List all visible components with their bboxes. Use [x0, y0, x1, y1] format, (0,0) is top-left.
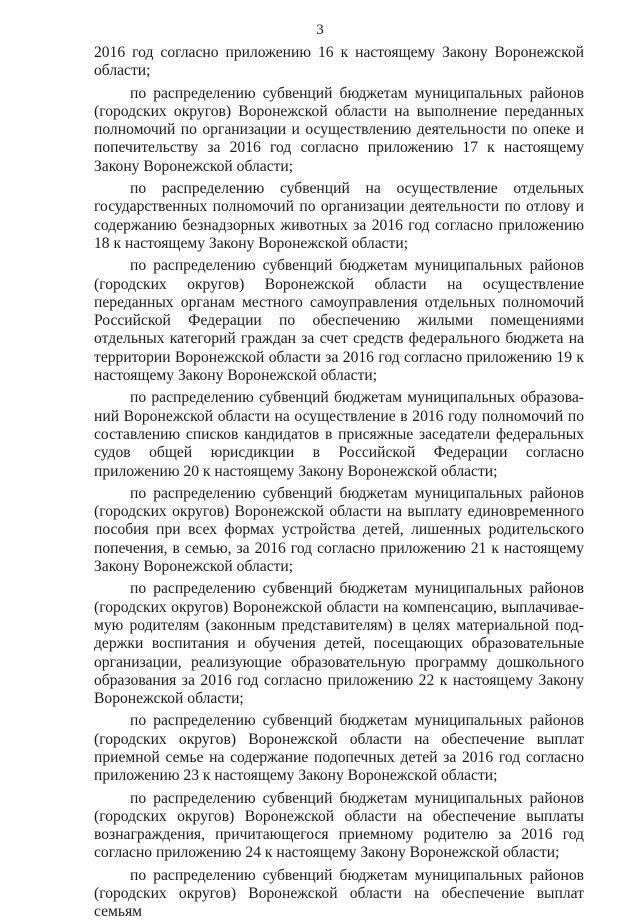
paragraph: по распределению субвенций бюджетам муниципальных районов (городских округов) Воронежской области на выполнение переданных полномочий по организации и осуществлению деятельности по опеке и попечительству за 2016 год согласно приложению 17 к настоящему Закону Воронежской области;	[94, 84, 584, 175]
paragraph: по распределению субвенций бюджетам муниципальных районов (городских округов) Воронежской области на осуществление переданных органам местного самоуправления отдельных полномочий Российской Федерации по обеспечению жилыми помещениями отдельных категорий граждан за счет средств федерального бюджета на территории Воронежской области за 2016 год согласно приложению 19 к настоящему Закону Воронежской области;	[94, 257, 584, 385]
paragraph: по распределению субвенций бюджетам муниципальных районов (городских округов) Воронежской области на выплату единовременного пособия при всех формах устройства детей, лишенных родительского попечения, в семью, за 2016 год согласно приложению 21 к настоящему Закону Воронежской области;	[94, 484, 584, 576]
paragraph: по распределению субвенций бюджетам муниципальных районов (городских округов) Воронежской области на обеспечение выплаты вознаграждения, причитающегося приемному родителю за 2016 год согласно приложению 24 к настоящему Закону Воронежской области;	[94, 789, 584, 862]
paragraph: по распределению субвенций бюджетам муниципальных районов (городских округов) Воронежской области на обеспечение выплат семьям	[94, 866, 584, 921]
paragraph: по распределению субвенций бюджетам муниципальных образований Воронежской области на осуществление в 2016 году полномочий по составлению списков кандидатов в присяжные заседатели федеральных судов общей юрисдикции в Российской Федерации согласно приложению 20 к настоящему Закону Воронежской области;	[94, 389, 584, 480]
page-number: 3	[316, 22, 324, 38]
document-body	[94, 44, 584, 922]
paragraph: 2016 год согласно приложению 16 к настоящему Закону Воронежской области;	[94, 44, 584, 80]
paragraph: по распределению субвенций бюджетам муниципальных районов (городских округов) Воронежской области на компенсацию, выплачиваемую родителям (законным представителям) в целях материальной поддержки воспитания и обучения детей, посещающих образовательные организации, реализующие образовательную программу дошкольного образования за 2016 год согласно приложению 22 к настоящему Закону Воронежской области;	[94, 580, 584, 708]
paragraph: по распределению субвенций на осуществление отдельных государственных полномочий по организации деятельности по отлову и содержанию безнадзорных животных за 2016 год согласно приложению 18 к настоящему Закону Воронежской области;	[94, 180, 584, 252]
paragraph: по распределению субвенций бюджетам муниципальных районов (городских округов) Воронежской области на обеспечение выплат приемной семье на содержание подопечных детей за 2016 год согласно приложению 23 к настоящему Закону Воронежской области;	[94, 712, 584, 785]
